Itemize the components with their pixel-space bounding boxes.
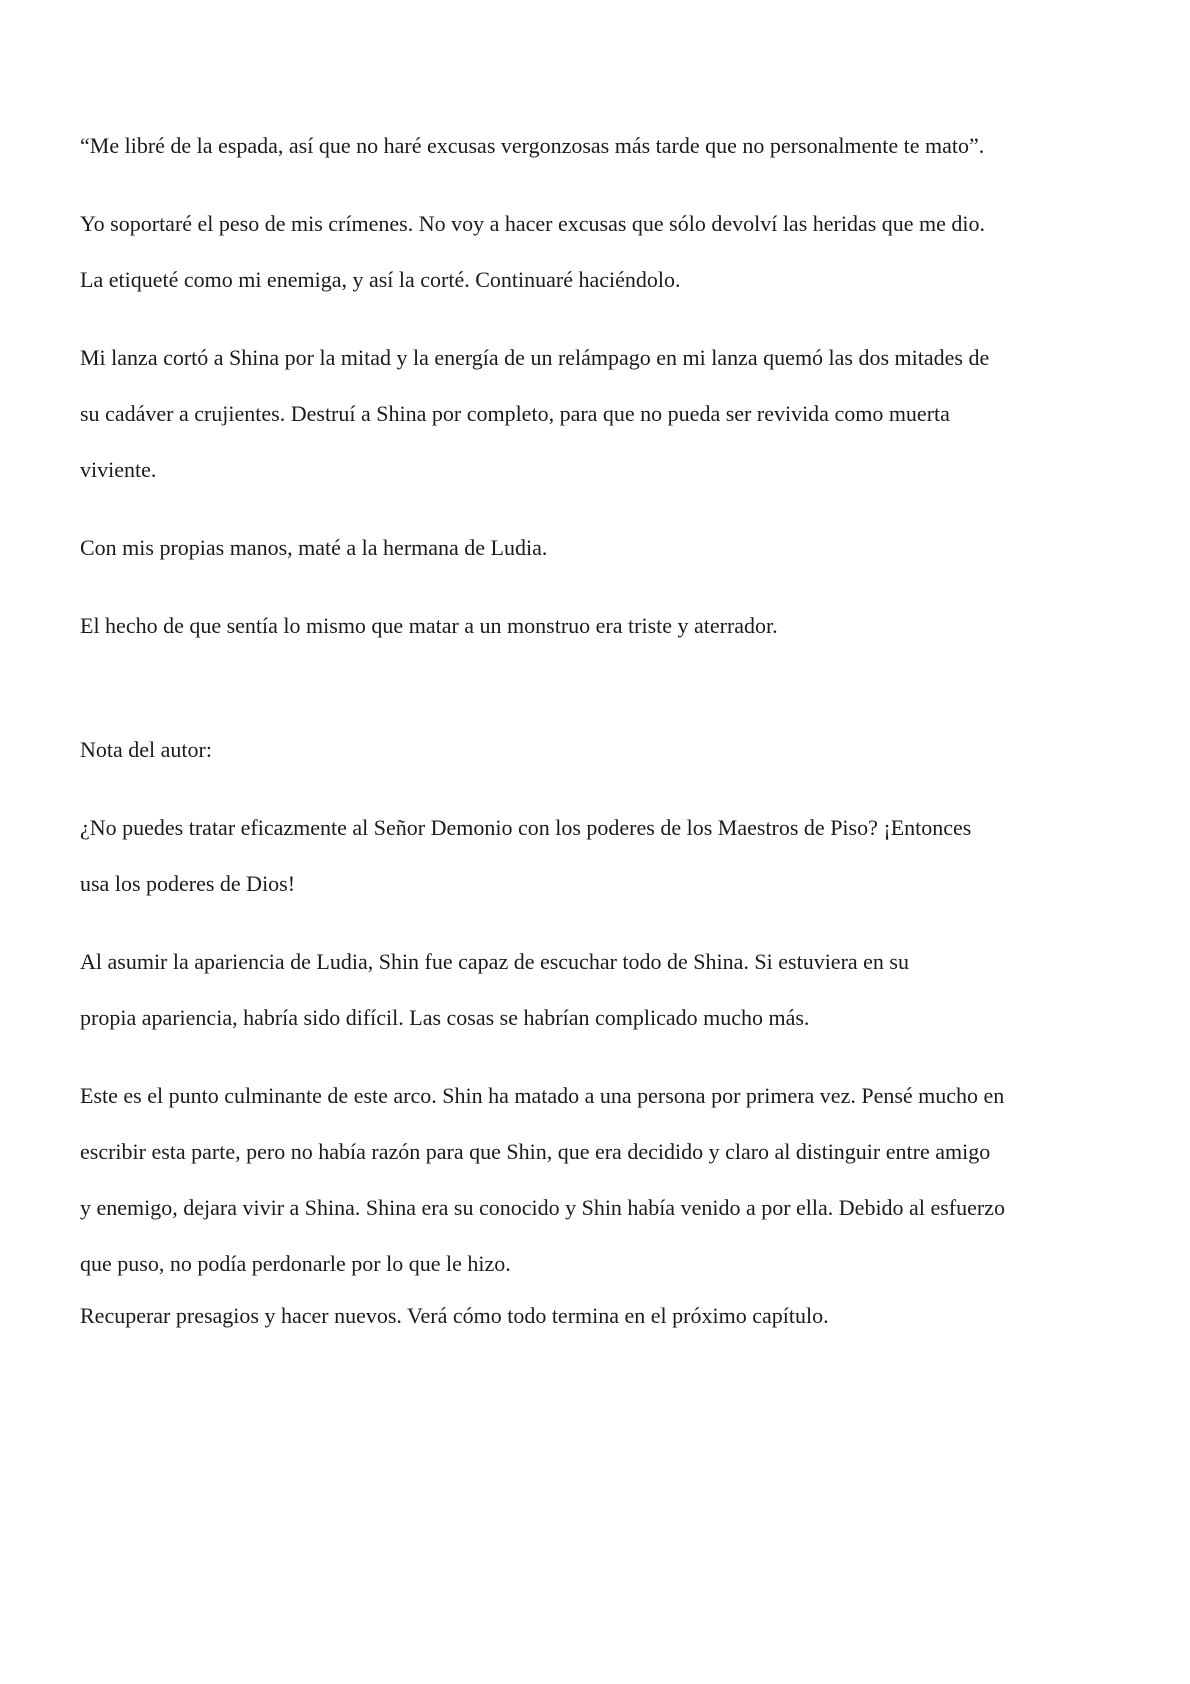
- author-note-heading: [80, 722, 1112, 778]
- author-note-paragraph-1: [80, 800, 1112, 912]
- paragraph-3: [80, 330, 1112, 498]
- author-note-paragraph-2: [80, 934, 1112, 1046]
- text-line: Yo soportaré el peso de mis crímenes. No voy a hacer excusas que sólo devolví las heridas que me dio.: [80, 211, 986, 236]
- text-line: Con mis propias manos, maté a la hermana de Ludia.: [80, 535, 548, 560]
- paragraph-1: [80, 118, 1112, 174]
- text-line: Nota del autor:: [80, 737, 212, 762]
- text-line: usa los poderes de Dios!: [80, 871, 296, 896]
- author-note-paragraph-4: [80, 1288, 1112, 1344]
- paragraph-4: [80, 520, 1112, 576]
- text-line: El hecho de que sentía lo mismo que matar a un monstruo era triste y aterrador.: [80, 613, 778, 638]
- text-line: ¿No puedes tratar eficazmente al Señor Demonio con los poderes de los Maestros de Piso? ¡Entonces: [80, 815, 972, 840]
- text-line: propia apariencia, habría sido difícil. Las cosas se habrían complicado mucho más.: [80, 1005, 810, 1030]
- paragraph-5: [80, 598, 1112, 654]
- author-note-paragraph-3: [80, 1068, 1112, 1292]
- document-body: [80, 118, 1112, 1366]
- section-spacer: [80, 676, 1112, 722]
- text-line: Recuperar presagios y hacer nuevos. Verá cómo todo termina en el próximo capítulo.: [80, 1303, 829, 1328]
- text-line: La etiqueté como mi enemiga, y así la corté. Continuaré haciéndolo.: [80, 267, 681, 292]
- text-line: viviente.: [80, 457, 157, 482]
- paragraph-2: [80, 196, 1112, 308]
- text-line: que puso, no podía perdonarle por lo que le hizo.: [80, 1251, 511, 1276]
- text-line: y enemigo, dejara vivir a Shina. Shina era su conocido y Shin había venido a por ella. Debido al esfuerzo: [80, 1195, 1005, 1220]
- text-line: Al asumir la apariencia de Ludia, Shin fue capaz de escuchar todo de Shina. Si estuviera en su: [80, 949, 909, 974]
- text-line: Este es el punto culminante de este arco. Shin ha matado a una persona por primera vez. Pensé mucho en: [80, 1083, 1005, 1108]
- text-line: “Me libré de la espada, así que no haré excusas vergonzosas más tarde que no personalmente te mato”.: [80, 133, 985, 158]
- text-line: su cadáver a crujientes. Destruí a Shina por completo, para que no pueda ser revivida como muerta: [80, 401, 950, 426]
- text-line: escribir esta parte, pero no había razón para que Shin, que era decidido y claro al distinguir entre amigo: [80, 1139, 991, 1164]
- text-line: Mi lanza cortó a Shina por la mitad y la energía de un relámpago en mi lanza quemó las dos mitades de: [80, 345, 990, 370]
